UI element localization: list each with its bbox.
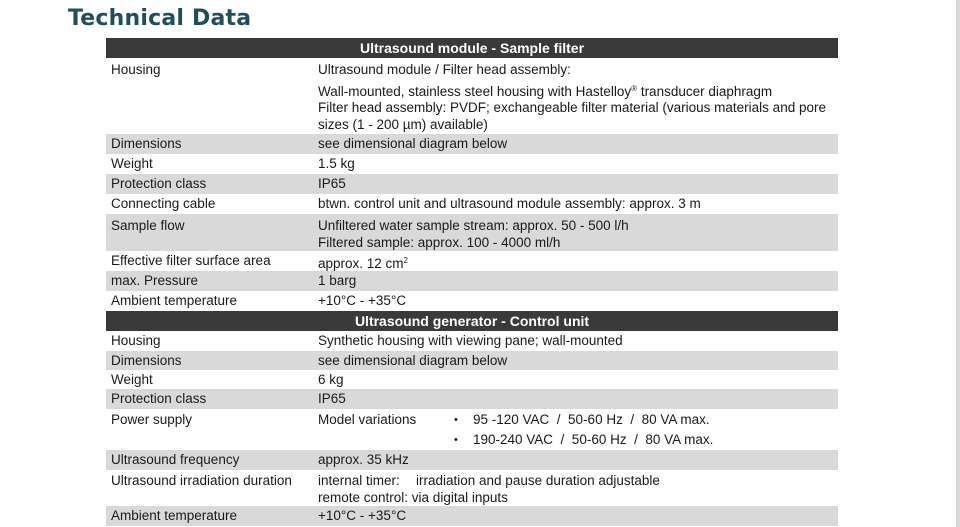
row-value: 1.5 kg [318, 156, 355, 171]
row-label: max. Pressure [111, 273, 199, 288]
flow-line-1: Unfiltered water sample stream: approx. 50 - 500 l/h [318, 218, 629, 233]
row-value: 6 kg [318, 372, 344, 387]
bullet-icon: • [454, 414, 458, 426]
technical-data-table [106, 38, 838, 526]
row-dimensions [106, 351, 838, 370]
row-label: Sample flow [111, 218, 185, 233]
row-label: Ambient temperature [111, 293, 238, 308]
row-label: Housing [111, 62, 161, 77]
row-label: Housing [111, 333, 161, 348]
housing-line-2: Wall-mounted, stainless steel housing with Hastelloy® transducer diaphragm [318, 84, 773, 99]
section-heading-control-unit: Ultrasound generator - Control unit [106, 311, 838, 331]
row-label: Protection class [111, 176, 207, 191]
row-label: Dimensions [111, 136, 182, 151]
row-value: +10°C - +35°C [318, 293, 407, 308]
row-value: IP65 [318, 391, 346, 406]
list-item: • 95 -120 VAC / 50-60 Hz / 80 VA max. [454, 410, 713, 430]
row-value: approx. 12 $cm^2$ [318, 256, 408, 271]
row-irradiation-duration [106, 470, 838, 506]
row-value: 1 barg [318, 273, 357, 288]
row-value [318, 472, 838, 506]
row-value [318, 410, 838, 450]
row-label: Protection class [111, 391, 207, 406]
row-value [318, 61, 838, 134]
housing-line-4: sizes (1 - 200 µm) available) [318, 117, 488, 132]
row-protection-class [106, 174, 838, 194]
row-connecting-cable [106, 194, 838, 214]
row-label: Effective filter surface area [111, 253, 271, 268]
row-ultrasound-frequency [106, 450, 838, 470]
row-value: +10°C - +35°C [318, 508, 407, 523]
timer-line: internal timer: irradiation and pause duration adjustable [318, 473, 660, 488]
bullet-icon: • [454, 434, 458, 446]
row-ambient-temperature [106, 291, 838, 311]
row-value: approx. 35 kHz [318, 452, 409, 467]
row-filter-surface-area [106, 251, 838, 271]
row-label: Weight [111, 372, 153, 387]
list-item: • 190-240 VAC / 50-60 Hz / 80 VA max. [454, 430, 713, 450]
model-variations-label: Model variations [318, 412, 417, 427]
row-value [318, 217, 838, 251]
flow-line-2: Filtered sample: approx. 100 - 4000 ml/h [318, 235, 561, 250]
row-label: Weight [111, 156, 153, 171]
row-label: Dimensions [111, 353, 182, 368]
row-sample-flow [106, 214, 838, 251]
row-value: IP65 [318, 176, 346, 191]
section-heading-ultrasound-module: Ultrasound module - Sample filter [106, 38, 838, 58]
row-weight [106, 154, 838, 174]
row-label: Ultrasound irradiation duration [111, 473, 292, 488]
row-label: Ambient temperature [111, 508, 238, 523]
page-title: Technical Data [68, 6, 252, 31]
housing-line-1: Ultrasound module / Filter head assembly: [318, 62, 571, 77]
power-options-list [454, 410, 713, 450]
row-max-pressure [106, 271, 838, 291]
row-power-supply [106, 409, 838, 450]
row-housing [106, 331, 838, 351]
row-dimensions [106, 134, 838, 154]
row-value: see dimensional diagram below [318, 136, 508, 151]
housing-line-3: Filter head assembly: PVDF; exchangeable filter material (various materials and pore [318, 100, 826, 115]
page-edge [956, 0, 960, 527]
row-label: Power supply [111, 412, 193, 427]
row-housing [106, 58, 838, 134]
row-label: Connecting cable [111, 196, 216, 211]
row-protection-class [106, 389, 838, 409]
row-weight [106, 370, 838, 389]
row-value: see dimensional diagram below [318, 353, 508, 368]
row-value: Synthetic housing with viewing pane; wall-mounted [318, 333, 623, 348]
row-value: btwn. control unit and ultrasound module assembly: approx. 3 m [318, 196, 701, 211]
remote-line: remote control: via digital inputs [318, 490, 508, 505]
row-ambient-temperature [106, 506, 838, 526]
row-label: Ultrasound frequency [111, 452, 240, 467]
